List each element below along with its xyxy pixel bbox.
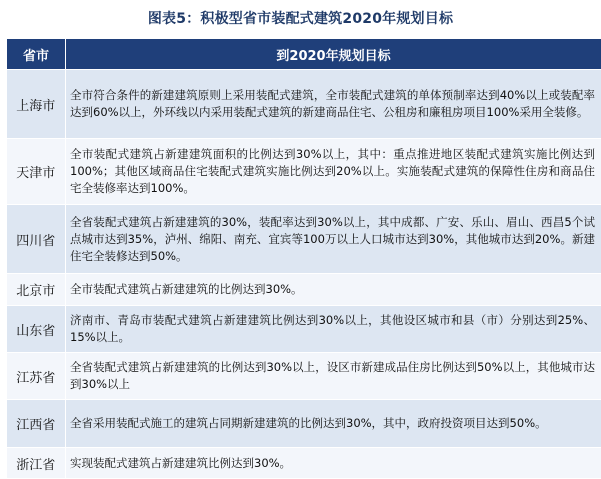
- header-province: 省市: [7, 39, 66, 70]
- target-cell: 全省装配式建筑占新建建筑的比例达到30%以上，设区市新建成品住房比例达到50%以上，其他城市达到30%以上: [66, 353, 601, 400]
- target-cell: 全市装配式建筑占新建建筑面积的比例达到30%以上，其中：重点推进地区装配式建筑实施比例达到100%；其他区域商品住宅装配式建筑实施比例达到20%以上。实施装配式建筑的保障性住房和商品住宅全装修率达到100%。: [66, 139, 601, 205]
- chart-title: 图表5：积极型省市装配式建筑2020年规划目标: [0, 0, 601, 38]
- table-row: [7, 205, 601, 274]
- province-cell: 山东省: [7, 306, 66, 353]
- table-row: [7, 400, 601, 448]
- province-cell: 天津市: [7, 139, 66, 205]
- target-cell: 济南市、青岛市装配式建筑占新建建筑比例达到30%以上，其他设区城市和县（市）分别达到25%、15%以上。: [66, 306, 601, 353]
- table-row: [7, 274, 601, 306]
- province-cell: 江苏省: [7, 353, 66, 400]
- province-cell: 江西省: [7, 400, 66, 448]
- target-cell: 实现装配式建筑占新建建筑比例达到30%。: [66, 448, 601, 479]
- table-row: [7, 448, 601, 479]
- target-cell: 全市符合条件的新建建筑原则上采用装配式建筑，全市装配式建筑的单体预制率达到40%以上或装配率达到60%以上，外环线以内采用装配式建筑的新建商品住宅、公租房和廉租房项目100%采用全装修。: [66, 70, 601, 139]
- target-cell: 全省装配式建筑占新建建筑的30%，装配率达到30%以上，其中成都、广安、乐山、眉山、西昌5个试点城市达到35%，泸州、绵阳、南充、宜宾等100万以上人口城市达到30%，其他城市达到20%。新建住宅全装修达到50%。: [66, 205, 601, 274]
- table-row: [7, 70, 601, 139]
- table-row: [7, 306, 601, 353]
- planning-targets-table: [6, 38, 601, 479]
- table-header-row: [7, 39, 601, 70]
- header-target: 到2020年规划目标: [66, 39, 601, 70]
- target-cell: 全市装配式建筑占新建建筑的比例达到30%。: [66, 274, 601, 306]
- province-cell: 上海市: [7, 70, 66, 139]
- province-cell: 浙江省: [7, 448, 66, 479]
- target-cell: 全省采用装配式施工的建筑占同期新建建筑的比例达到30%，其中，政府投资项目达到50%。: [66, 400, 601, 448]
- table-row: [7, 139, 601, 205]
- province-cell: 北京市: [7, 274, 66, 306]
- province-cell: 四川省: [7, 205, 66, 274]
- table-row: [7, 353, 601, 400]
